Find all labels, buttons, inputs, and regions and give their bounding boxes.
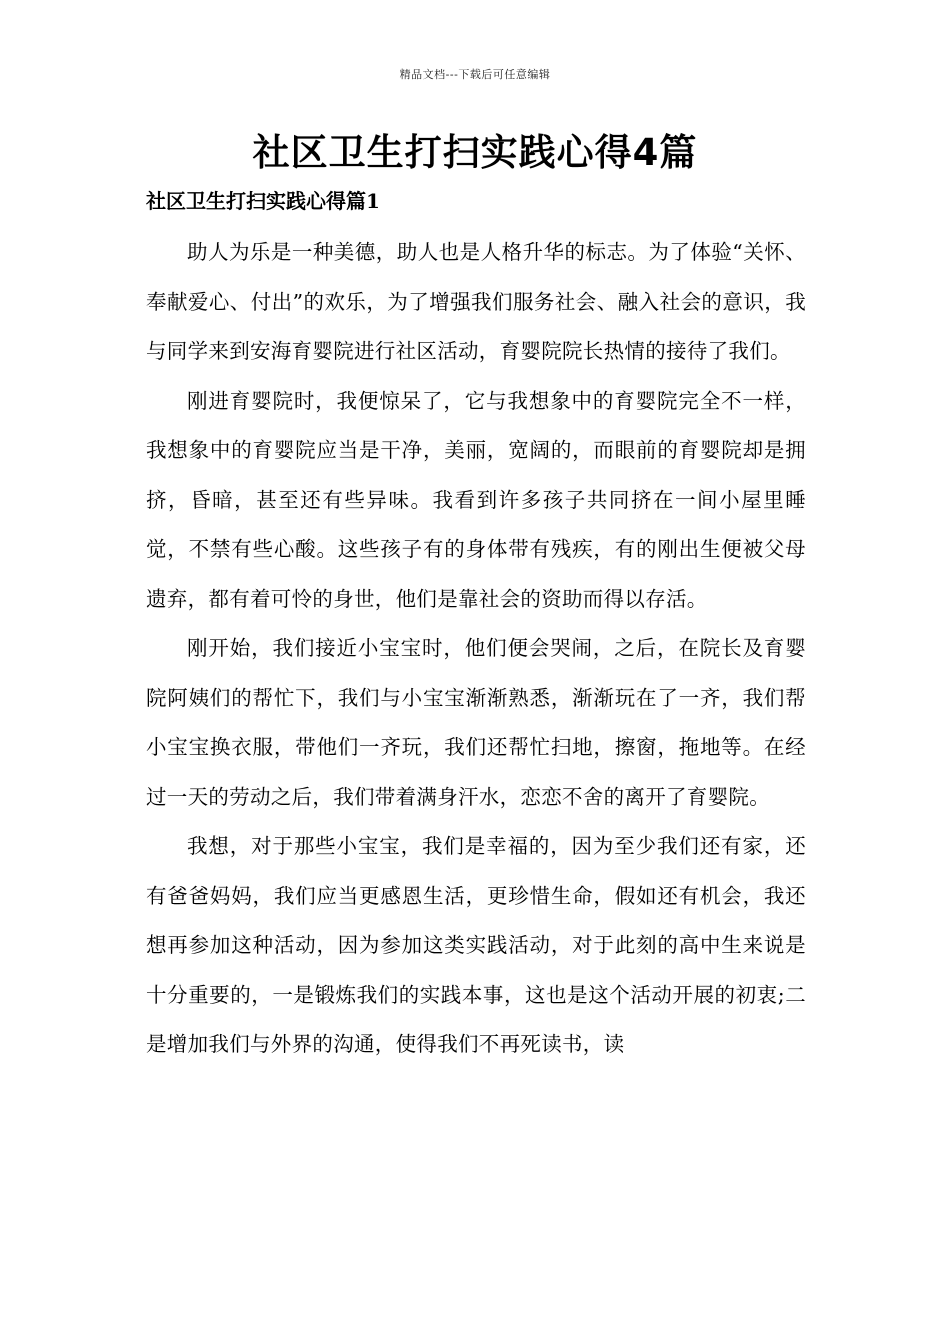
paragraph: 刚开始，我们接近小宝宝时，他们便会哭闹，之后，在院长及育婴院阿姨们的帮忙下，我们与小宝宝渐渐熟悉，渐渐玩在了一齐，我们帮小宝宝换衣服，带他们一齐玩，我们还帮忙扫地，擦窗，拖地等。在经过一天的劳动之后，我们带着满身汗水，恋恋不舍的离开了育婴院。 xyxy=(146,636,806,809)
document-body xyxy=(146,228,806,1070)
paragraph: 助人为乐是一种美德，助人也是人格升华的标志。为了体验“关怀、奉献爱心、付出”的欢乐，为了增强我们服务社会、融入社会的意识，我与同学来到安海育婴院进行社区活动，育婴院院长热情的接待了我们。 xyxy=(146,240,806,363)
section-heading: 社区卫生打扫实践心得篇1 xyxy=(146,189,380,213)
document-title: 社区卫生打扫实践心得4篇 xyxy=(252,131,698,174)
paragraph: 我想，对于那些小宝宝，我们是幸福的，因为至少我们还有家，还有爸爸妈妈，我们应当更感恩生活，更珍惜生命，假如还有机会，我还想再参加这种活动，因为参加这类实践活动，对于此刻的高中生来说是十分重要的，一是锻炼我们的实践本事，这也是这个活动开展的初衷;二是增加我们与外界的沟通，使得我们不再死读书，读 xyxy=(146,834,806,1056)
paragraph: 刚进育婴院时，我便惊呆了，它与我想象中的育婴院完全不一样，我想象中的育婴院应当是干净，美丽，宽阔的，而眼前的育婴院却是拥挤，昏暗，甚至还有些异味。我看到许多孩子共同挤在一间小屋里睡觉，不禁有些心酸。这些孩子有的身体带有残疾，有的刚出生便被父母遗弃，都有着可怜的身世，他们是靠社会的资助而得以存活。 xyxy=(146,388,806,611)
header-note: 精品文档---下载后可任意编辑 xyxy=(399,68,551,81)
